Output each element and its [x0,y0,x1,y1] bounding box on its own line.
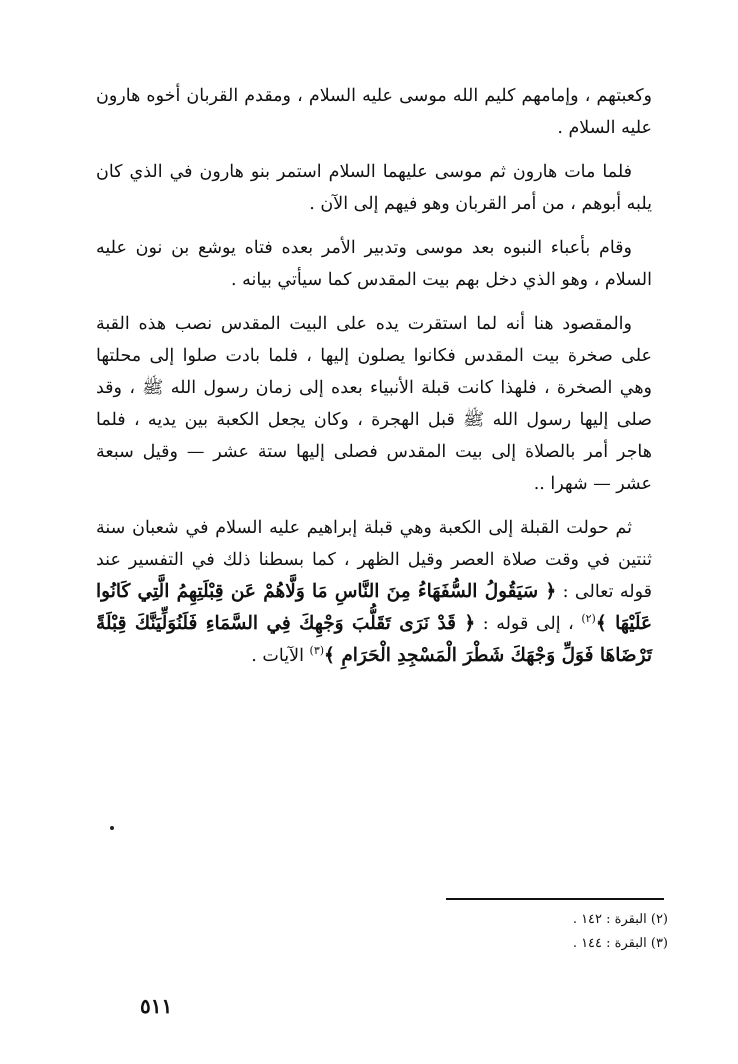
paragraph-5-ending: الآيات . [251,646,304,666]
quran-verse-1: ﴿ سَيَقُولُ السُّفَهَاءُ مِنَ النَّاسِ مَا وَلَّاهُمْ عَن قِبْلَتِهِمُ الَّتِي كَانُوا عَلَيْهَا ﴾ [96,581,652,634]
footnote-ref-3: (٣) [309,644,325,658]
paragraph-5 [96,512,652,672]
paragraph-3: وقام بأعباء النبوه بعد موسى وتدبير الأمر بعده فتاه يوشع بن نون عليه السلام ، وهو الذي دخل بهم بيت المقدس كما سيأتي بيانه . [96,238,652,290]
footnotes [446,908,668,956]
quran-verse-2: ﴿ قَدْ نَرَى تَقَلُّبَ وَجْهِكَ فِي السَّمَاءِ فَلَنُوَلِّيَنَّكَ قِبْلَةً تَرْضَاهَا فَوَلِّ وَجْهَكَ شَطْرَ الْمَسْجِدِ الْحَرَامِ ﴾ [96,613,652,666]
paragraph-2: فلما مات هارون ثم موسى عليهما السلام استمر بنو هارون في الذي كان يلبه أبوهم ، من أمر القربان وهو فيهم إلى الآن . [96,162,652,214]
page-number: ٥١١ [140,994,173,1018]
paragraph-5-middle: ، إلى قوله : [482,614,574,634]
paragraph-1: وكعبتهم ، وإمامهم كليم الله موسى عليه السلام ، ومقدم القربان أخوه هارون عليه السلام . [96,86,652,138]
paragraph-5-intro: ثم حولت القبلة إلى الكعبة وهي قبلة إبراهيم عليه السلام في شعبان سنة ثنتين في وقت صلاة العصر وقيل الظهر ، كما بسطنا ذلك في التفسير عند قوله تعالى : [96,518,652,602]
main-text [96,80,652,684]
footnote-ref-2: (٢) [581,612,596,626]
footnote-2: (٢) البقرة : ١٤٢ . [572,912,668,927]
stray-dot [110,826,114,830]
footnote-3: (٣) البقرة : ١٤٤ . [572,936,668,951]
paragraph-4: والمقصود هنا أنه لما استقرت يده على البيت المقدس نصب هذه القبة على صخرة بيت المقدس فكانوا يصلون إليها ، فلما بادت صلوا إلى محلتها وهي الصخرة ، فلهذا كانت قبلة الأنبياء بعده إلى زمان رسول الله ﷺ ، وقد صلى إليها رسول الله ﷺ قبل الهجرة ، وكان يجعل الكعبة بين يديه ، فلما هاجر أمر بالصلاة إلى بيت المقدس فصلى إليها ستة عشر — وقيل سبعة عشر — شهرا .. [96,314,652,494]
footnote-divider [446,898,664,900]
